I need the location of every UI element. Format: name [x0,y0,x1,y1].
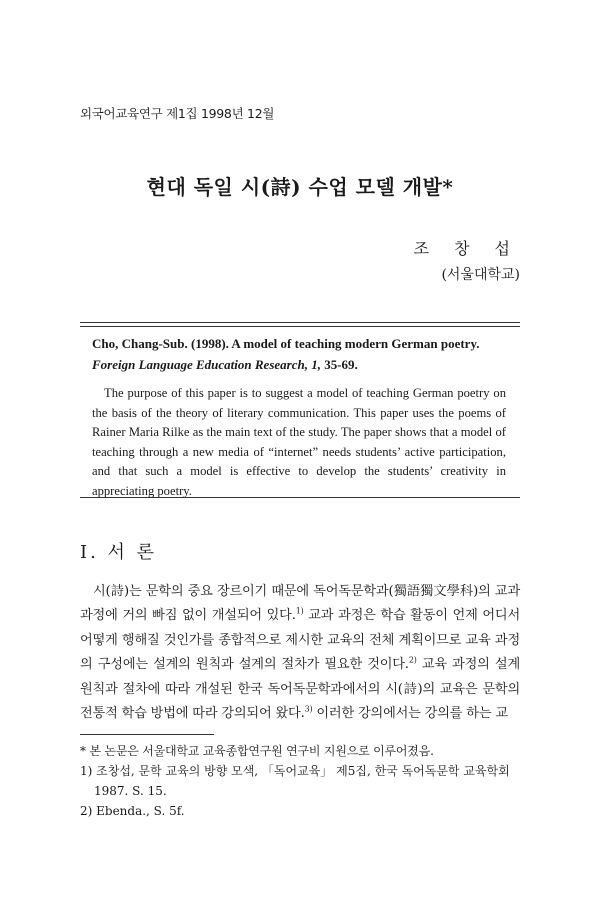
citation-authors-title: Cho, Chang-Sub. (1998). A model of teaching modern German poetry. [92,336,480,351]
paragraph-text: 이러한 강의에서는 강의를 하는 교 [312,706,508,722]
footnote-ref-1: 1) [295,607,304,617]
footnote-ref-3: 3) [304,704,313,714]
abstract-top-rule-inner [80,326,520,327]
footnote-separator [80,734,214,735]
footnote-ref-2: 2) [408,655,417,665]
citation-pages: 35-69. [324,357,358,372]
abstract: The purpose of this paper is to suggest a model of teaching German poetry on the basis of the theory of literary communication. This paper uses the poems of Rainer Maria Rilke as the main text of the study. The paper shows that a model of teaching through a new media of “internet” needs students’ active participation, and that such a model is effective to develop the students’ creativity in appreciating poetry. [92,386,506,498]
abstract-bottom-rule [80,497,520,498]
footnotes [80,741,520,821]
footnote-1: 1) 조창섭, 문학 교육의 방향 모색, 「독어교육」 제5집, 한국 독어독문학 교육학회 1987. S. 15. [80,764,510,798]
intro-paragraph [80,580,520,726]
abstract-top-rule [80,322,520,323]
footnote-funding: * 본 논문은 서울대학교 교육종합연구원 연구비 지원으로 이루어졌음. [80,744,434,758]
paper-title: 현대 독일 시(詩) 수업 모델 개발* [146,175,454,199]
section-heading: Ⅰ. 서 론 [80,542,158,563]
citation [92,333,512,375]
journal-header: 외국어교육연구 제1집 1998년 12월 [80,106,275,121]
paragraph-text: 교과 과정은 학습 활동이 언제 어디서 어떻게 행해질 것인가를 종합적으로 제시한 교육의 전체 계획이므로 교육 과정의 구성에는 설계의 원칙과 설계의 절차가 필요한 것이다. [80,608,520,673]
author-name: 조 창 섭 [413,239,520,258]
author-affiliation: (서울대학교) [441,267,520,283]
footnote-2: 2) Ebenda., S. 5f. [80,804,185,818]
citation-journal: Foreign Language Education Research, 1, [92,357,321,372]
paragraph-text: 시(詩)는 문학의 중요 장르이기 때문에 독어독문학과(獨語獨文學科)의 교과 과정에 거의 빠짐 없이 개설되어 있다. [80,584,520,624]
paragraph-text: 교육 과정의 설계 원칙과 절차에 따라 개설된 한국 독어독문학과에서의 시(詩)의 교육은 문학의 전통적 학습 방법에 따라 강의되어 왔다. [80,657,521,722]
